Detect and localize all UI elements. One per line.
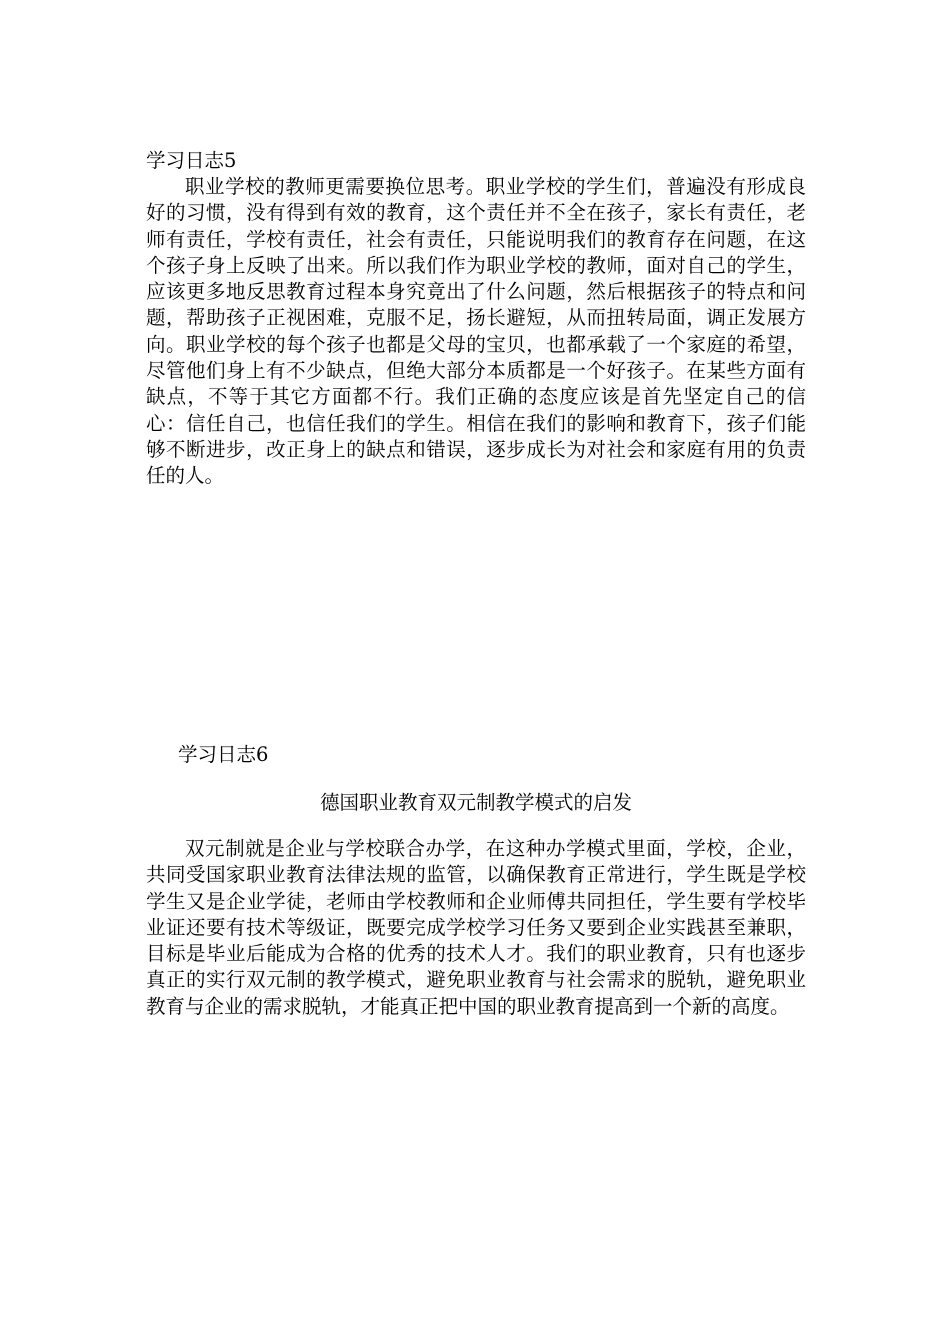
log6-body-paragraph: 双元制就是企业与学校联合办学，在这种办学模式里面，学校，企业，共同受国家职业教育法律法规的监管，以确保教育正常进行，学生既是学校学生又是企业学徒，老师由学校教师和企业师傅共同担任，学生要有学校毕业证还要有技术等级证，既要完成学校学习任务又要到企业实践甚至兼职，目标是毕业后能成为合格的优秀的技术人才。我们的职业教育，只有也逐步真正的实行双元制的教学模式，避免职业教育与社会需求的脱轨，避免职业教育与企业的需求脱轨，才能真正把中国的职业教育提高到一个新的高度。: [146, 837, 806, 1018]
log5-body-paragraph: 职业学校的教师更需要换位思考。职业学校的学生们，普遍没有形成良好的习惯，没有得到有效的教育，这个责任并不全在孩子，家长有责任，老师有责任，学校有责任，社会有责任，只能说明我们的教育存在问题，在这个孩子身上反映了出来。所以我们作为职业学校的教师，面对自己的学生，应该更多地反思教育过程本身究竟出了什么问题，然后根据孩子的特点和问题，帮助孩子正视困难，克服不足，扬长避短，从而扭转局面，调正发展方向。职业学校的每个孩子也都是父母的宝贝，也都承载了一个家庭的希望，尽管他们身上有不少缺点，但绝大部分本质都是一个好孩子。在某些方面有缺点，不等于其它方面都不行。我们正确的态度应该是首先坚定自己的信心：信任自己，也信任我们的学生。相信在我们的影响和教育下，孩子们能够不断进步，改正身上的缺点和错误，逐步成长为对社会和家庭有用的负责任的人。: [146, 175, 806, 488]
log6-heading: 德国职业教育双元制教学模式的启发: [319, 791, 632, 814]
log6-title: 学习日志6: [178, 743, 269, 766]
log5-title: 学习日志5: [146, 149, 237, 172]
